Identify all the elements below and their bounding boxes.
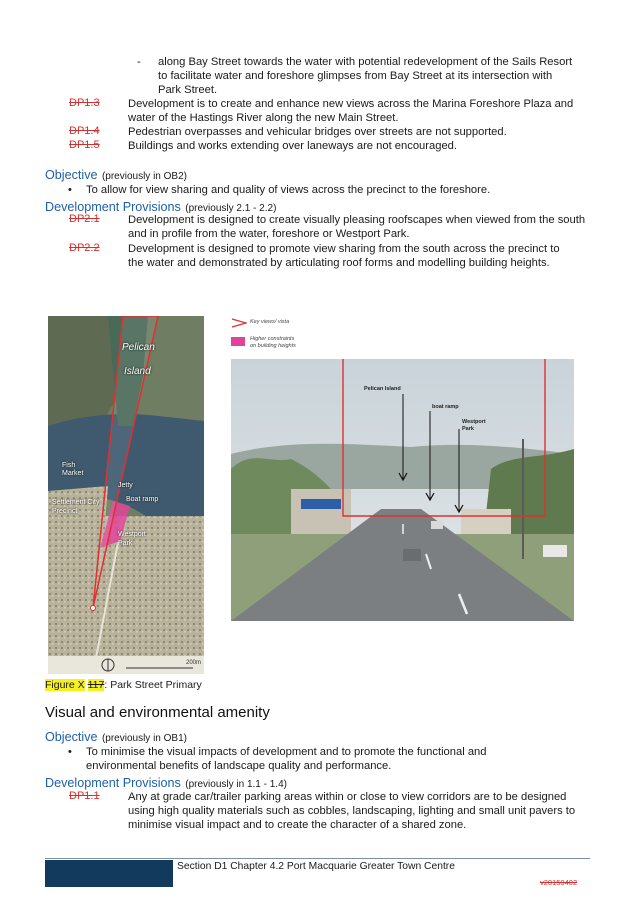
photo-label-pelican-island: Pelican Island <box>364 386 401 392</box>
legend-constraints-1: Higher constraints <box>250 336 295 342</box>
street-photo <box>231 359 574 621</box>
footer-navy-block <box>45 860 173 887</box>
legend-constraints-2: on building heights <box>250 343 296 349</box>
map-label-boat-ramp: Boat ramp <box>126 496 159 503</box>
dp1-4-code: DP1.4 <box>69 125 100 137</box>
street-photo-graphic <box>231 359 574 621</box>
photo-label-boat-ramp: boat ramp <box>432 404 459 410</box>
dp1-4-text: Pedestrian overpasses and vehicular bridges over streets are not supported. <box>128 126 507 138</box>
section-heading-visual-amenity: Visual and environmental amenity <box>45 704 270 721</box>
dp1-1-code: DP1.1 <box>69 790 100 802</box>
aerial-map <box>48 316 204 674</box>
dash-marker: - <box>137 56 141 68</box>
footer-section-title: Section D1 Chapter 4.2 Port Macquarie Greater Town Centre <box>177 861 455 872</box>
objective-label-3: Objective <box>45 730 98 744</box>
legend-key-views: Key views/ vista <box>250 319 290 325</box>
map-label-market: Market <box>62 470 84 477</box>
dp1-5-code: DP1.5 <box>69 139 100 151</box>
dev-provisions-label-3: Development Provisions <box>45 776 181 790</box>
bullet-view-sharing: • To allow for view sharing and quality of views across the precinct to the foreshore. <box>86 183 576 197</box>
footer-rule <box>45 858 590 859</box>
dev-provisions-note-3: (previously in 1.1 - 1.4) <box>185 779 287 790</box>
map-label-jetty: Jetty <box>118 482 133 489</box>
dp1-5-text: Buildings and works extending over laneways are not encouraged. <box>128 140 457 152</box>
map-label-fish: Fish <box>62 462 76 469</box>
objective-note: (previously in OB2) <box>101 171 187 182</box>
dash-item-text: along Bay Street towards the water with potential redevelopment of the Sails Resort to facilitate water and foreshore glimpses from Bay Street at its intersection with Park Street. <box>158 56 573 96</box>
dp1-3-text: Development is to create and enhance new views across the Marina Foreshore Plaza and water of the Hastings River along the new Main Street. <box>128 98 574 124</box>
constraint-legend-swatch <box>231 337 245 346</box>
caption-struck-number: 117 <box>87 679 105 691</box>
dp1-3-code: DP1.3 <box>69 97 100 109</box>
dp2-2-code: DP2.2 <box>69 242 100 254</box>
dp2-1-text: Development is designed to create visually pleasing roofscapes when viewed from the south and in profile from the water, foreshore or Westport Park. <box>128 214 586 240</box>
objective-label: Objective <box>45 168 98 182</box>
photo-label-westport-park: Westport Park <box>462 419 486 432</box>
dev-provisions-label: Development Provisions <box>45 200 181 214</box>
map-label-settlement: Settlement City Precinct <box>52 499 100 515</box>
dp2-2-text: Development is designed to promote view sharing from the south across the precinct to the water and demonstrated by articulating roof forms and modelling building heights. <box>128 243 560 269</box>
map-label-island: Island <box>124 366 151 377</box>
objective-heading-2 <box>45 166 187 184</box>
caption-prefix: Figure X <box>45 679 85 691</box>
key-view-legend-icon <box>231 318 247 328</box>
footer-version: v20150402 <box>540 878 578 887</box>
dev-provisions-note: (previously 2.1 - 2.2) <box>185 203 277 214</box>
objective-heading-3 <box>45 728 187 746</box>
map-label-pelican: Pelican <box>122 342 155 353</box>
map-scale-label: 200m <box>186 660 202 666</box>
objective-note-3: (previously in OB1) <box>101 733 187 744</box>
bullet-minimise-impacts: • To minimise the visual impacts of development and to promote the functional and environmental benefits of landscape quality and performance. <box>86 745 556 773</box>
figure-caption <box>45 679 202 691</box>
dp1-1-text: Any at grade car/trailer parking areas within or close to view corridors are to be designed using high quality materials such as cobbles, landscaping, lighting and small unit pavers to minimise visual impact and to create the character of a shared zone. <box>128 791 576 831</box>
map-label-westport: Westport Park <box>118 531 146 547</box>
dp2-1-code: DP2.1 <box>69 213 100 225</box>
caption-text: : Park Street Primary <box>104 679 202 691</box>
